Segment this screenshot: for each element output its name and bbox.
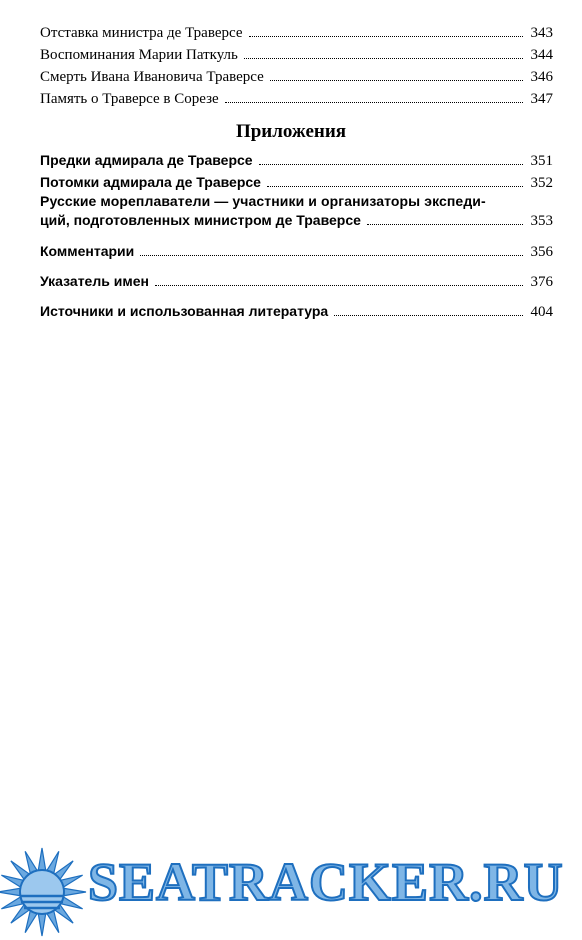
leader-dots <box>249 36 523 37</box>
appendix-entry-title-line2: ций, подготовленных министром де Траверсе <box>40 212 361 228</box>
toc-entry-title: Отставка министра де Траверсе <box>40 25 243 41</box>
toc-entry-page: 343 <box>530 25 553 41</box>
sun-icon <box>0 845 100 940</box>
appendix-entry-title: Предки адмирала де Траверсе <box>40 152 253 168</box>
appendix-entry-line2 <box>40 211 553 231</box>
appendix-entry[interactable] <box>40 272 553 292</box>
leader-dots <box>225 102 523 103</box>
section-heading: Приложения <box>235 121 347 142</box>
appendix-entry-title: Комментарии <box>40 243 135 259</box>
appendix-entry[interactable] <box>40 242 553 262</box>
appendix-entry-page: 351 <box>530 153 553 169</box>
appendix-entry-page: 352 <box>530 175 553 191</box>
appendix-entry[interactable] <box>40 173 553 193</box>
toc-entry[interactable] <box>40 46 553 65</box>
toc-entry-title: Смерть Ивана Ивановича Траверсе <box>40 69 264 85</box>
toc-entry[interactable] <box>40 24 553 43</box>
leader-dots <box>155 285 523 286</box>
toc-entry-title: Память о Траверсе в Сорезе <box>40 91 219 107</box>
appendix-entry-page: 353 <box>530 213 553 229</box>
appendix-entry-title: Потомки адмирала де Траверсе <box>40 174 261 190</box>
appendix-entry-multiline[interactable] <box>40 192 553 231</box>
leader-dots <box>140 255 522 256</box>
appendix-entry-page: 376 <box>530 274 553 290</box>
watermark-text: SEATRACKER.RU <box>88 852 564 912</box>
leader-dots <box>334 315 522 316</box>
toc-entry[interactable] <box>40 68 553 87</box>
toc-entry-page: 347 <box>530 91 553 107</box>
appendix-entry-page: 356 <box>530 244 553 260</box>
toc-entry-title: Воспоминания Марии Паткуль <box>40 47 238 63</box>
toc-entry-page: 344 <box>530 47 553 63</box>
toc-entry[interactable] <box>40 90 553 109</box>
leader-dots <box>270 80 523 81</box>
leader-dots <box>367 224 523 225</box>
appendix-entry[interactable] <box>40 302 553 322</box>
leader-dots <box>267 186 523 187</box>
toc-entry-page: 346 <box>530 69 553 85</box>
appendix-entry-title: Источники и использованная литература <box>40 303 329 319</box>
appendix-entry[interactable] <box>40 151 553 171</box>
watermark <box>0 845 582 940</box>
appendix-entry-page: 404 <box>530 304 553 320</box>
appendix-entry-title-line1: Русские мореплаватели — участники и организаторы экспеди- <box>40 193 486 209</box>
leader-dots <box>244 58 523 59</box>
leader-dots <box>259 164 523 165</box>
appendix-entry-title: Указатель имен <box>40 273 149 289</box>
